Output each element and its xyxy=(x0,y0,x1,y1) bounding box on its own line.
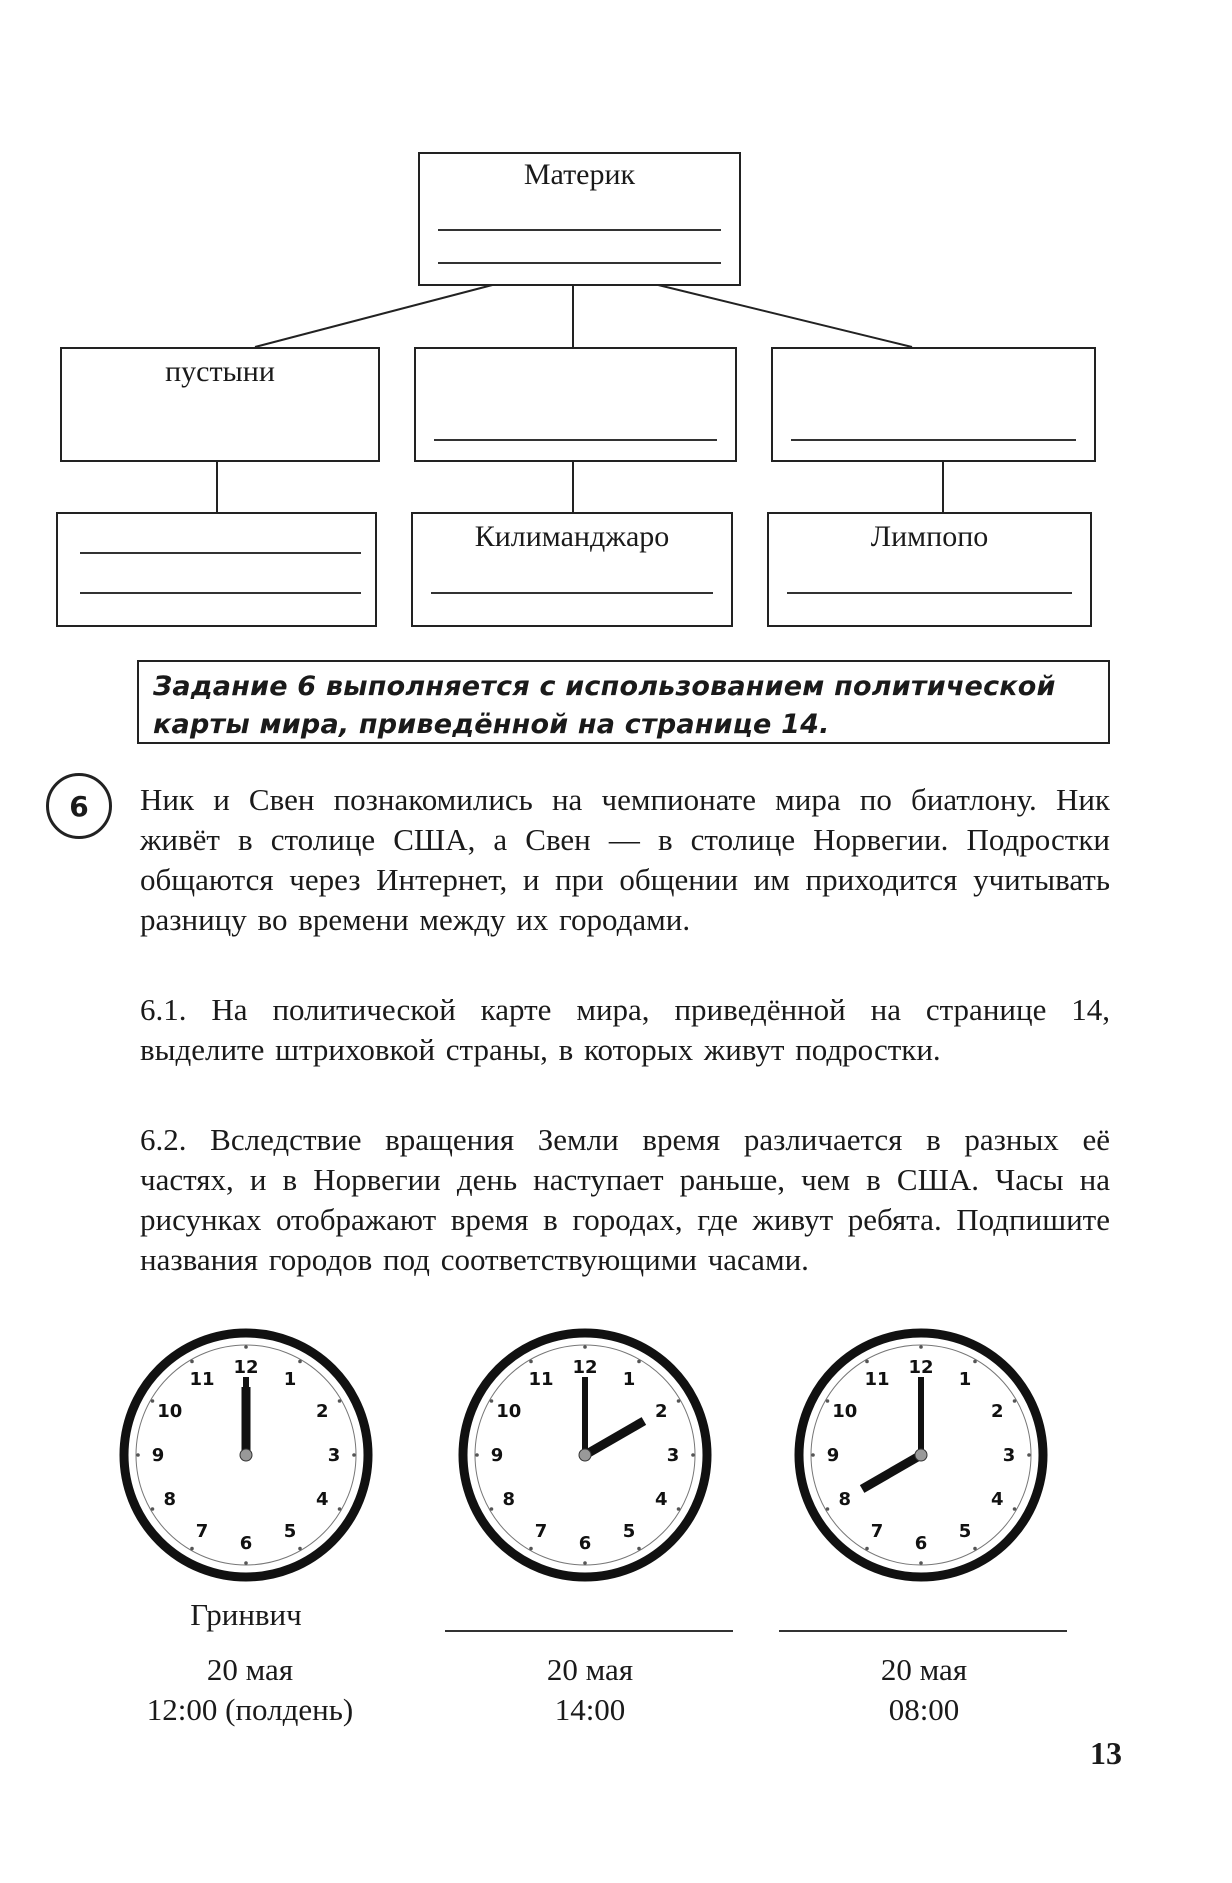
hour-tick xyxy=(865,1360,869,1364)
hour-tick xyxy=(352,1453,356,1457)
question-6-1: 6.1. На политической карте мира, приведённой на странице 14, выделите штриховкой страны, в которых живут подростки. xyxy=(140,992,1110,1067)
clock-2-date: 20 мая xyxy=(546,1652,634,1687)
root-box xyxy=(418,152,741,286)
root-label: Материк xyxy=(523,158,636,191)
hour-tick xyxy=(826,1399,830,1403)
dial-number: 10 xyxy=(157,1401,183,1422)
clock-1 xyxy=(118,1327,374,1583)
dial-number: 12 xyxy=(908,1357,934,1378)
hour-tick xyxy=(529,1360,533,1364)
dial-number: 3 xyxy=(1002,1445,1016,1466)
dial-number: 1 xyxy=(622,1368,636,1390)
hour-tick xyxy=(244,1561,248,1565)
dial-number: 4 xyxy=(654,1489,668,1510)
dial-number: 11 xyxy=(189,1368,215,1390)
hour-tick xyxy=(490,1507,494,1511)
hour-tick xyxy=(583,1561,587,1565)
dial-number: 3 xyxy=(666,1445,680,1466)
dial-number: 11 xyxy=(864,1368,890,1390)
hour-tick xyxy=(973,1547,977,1551)
bottom-box-2 xyxy=(411,512,733,627)
answer-line[interactable] xyxy=(438,229,721,231)
dial-number: 8 xyxy=(163,1489,177,1510)
answer-line[interactable] xyxy=(431,592,713,594)
hour-tick xyxy=(529,1547,533,1551)
answer-line[interactable] xyxy=(434,439,717,441)
hour-tick xyxy=(338,1507,342,1511)
dial-number: 7 xyxy=(534,1521,548,1543)
middle-box-2 xyxy=(414,347,737,462)
task-number xyxy=(46,773,112,839)
bottom-box-3 xyxy=(767,512,1092,627)
dial-number: 12 xyxy=(572,1357,598,1378)
dial-number: 1 xyxy=(958,1368,972,1390)
hour-tick xyxy=(338,1399,342,1403)
hour-tick xyxy=(637,1547,641,1551)
hour-tick xyxy=(151,1507,155,1511)
hour-tick xyxy=(811,1453,815,1457)
dial-number: 9 xyxy=(490,1445,504,1466)
dial-number: 5 xyxy=(958,1521,972,1543)
hour-tick xyxy=(190,1547,194,1551)
answer-line[interactable] xyxy=(438,262,721,264)
answer-line[interactable] xyxy=(787,592,1072,594)
dial-number: 9 xyxy=(826,1445,840,1466)
bottom-label-2: Килиманджаро xyxy=(474,520,670,553)
hour-tick xyxy=(865,1547,869,1551)
dial-number: 11 xyxy=(528,1368,554,1390)
hour-tick xyxy=(151,1399,155,1403)
clock-pivot xyxy=(915,1449,927,1461)
task-intro: Ник и Свен познакомились на чемпионате мира по биатлону. Ник живёт в столице США, а Свен — в столице Норвегии. Подростки общаются через Интернет, и при общении им приходится учитывать разницу во времени между их городами. xyxy=(140,782,1110,937)
dial-number: 9 xyxy=(151,1445,165,1466)
bottom-box-1 xyxy=(56,512,377,627)
hour-tick xyxy=(490,1399,494,1403)
dial-number: 5 xyxy=(283,1521,297,1543)
hour-tick xyxy=(475,1453,479,1457)
hour-tick xyxy=(637,1360,641,1364)
hour-tick xyxy=(1013,1399,1017,1403)
hour-tick xyxy=(298,1547,302,1551)
clock-3 xyxy=(793,1327,1049,1583)
question-6-2: 6.2. Вследствие вращения Земли время различается в разных её частях, и в Норвегии день наступает раньше, чем в США. Часы на рисунках отображают время в городах, где живут ребята. Подпишите названия городов под соответствующими часами. xyxy=(140,1122,1110,1277)
hour-tick xyxy=(973,1360,977,1364)
clock-2 xyxy=(457,1327,713,1583)
dial-number: 5 xyxy=(622,1521,636,1543)
hour-tick xyxy=(136,1453,140,1457)
dial-number: 8 xyxy=(502,1489,516,1510)
instruction-note: Задание 6 выполняется с использованием политической карты мира, приведённой на странице 14. xyxy=(137,660,1110,744)
dial-number: 6 xyxy=(239,1533,253,1554)
dial-number: 6 xyxy=(578,1533,592,1554)
dial-number: 7 xyxy=(195,1521,209,1543)
page-number: 13 xyxy=(1090,1735,1122,1771)
clock-2-time: 14:00 xyxy=(554,1692,626,1727)
hour-tick xyxy=(298,1360,302,1364)
dial-number: 8 xyxy=(838,1489,852,1510)
middle-box-3 xyxy=(771,347,1096,462)
clock-pivot xyxy=(240,1449,252,1461)
hour-tick xyxy=(919,1561,923,1565)
dial-number: 2 xyxy=(654,1401,668,1422)
bottom-label-3: Лимпопо xyxy=(870,520,989,553)
clock-3-date: 20 мая xyxy=(880,1652,968,1687)
answer-line[interactable] xyxy=(791,439,1076,441)
clock-1-time: 12:00 (полдень) xyxy=(146,1692,354,1727)
middle-box-1 xyxy=(60,347,380,462)
dial-number: 6 xyxy=(914,1533,928,1554)
clock-pivot xyxy=(579,1449,591,1461)
dial-number: 4 xyxy=(990,1489,1004,1510)
hour-tick xyxy=(677,1399,681,1403)
clock-1-city: Гринвич xyxy=(190,1597,302,1632)
hour-tick xyxy=(190,1360,194,1364)
hour-tick xyxy=(1027,1453,1031,1457)
clock-3-city-line[interactable] xyxy=(779,1630,1067,1632)
hour-tick xyxy=(583,1345,587,1349)
dial-number: 4 xyxy=(315,1489,329,1510)
hour-tick xyxy=(826,1507,830,1511)
clock-2-city-line[interactable] xyxy=(445,1630,733,1632)
clock-3-time: 08:00 xyxy=(888,1692,960,1727)
hour-tick xyxy=(919,1345,923,1349)
answer-line[interactable] xyxy=(80,552,361,554)
dial-number: 2 xyxy=(990,1401,1004,1422)
dial-number: 1 xyxy=(283,1368,297,1390)
dial-number: 3 xyxy=(327,1445,341,1466)
hour-tick xyxy=(677,1507,681,1511)
hour-tick xyxy=(691,1453,695,1457)
dial-number: 10 xyxy=(832,1401,858,1422)
dial-number: 7 xyxy=(870,1521,884,1543)
task-number-text: 6 xyxy=(69,789,89,823)
dial-number: 12 xyxy=(233,1357,259,1378)
middle-label-1: пустыни xyxy=(165,355,275,388)
dial-number: 10 xyxy=(496,1401,522,1422)
answer-line[interactable] xyxy=(80,592,361,594)
dial-number: 2 xyxy=(315,1401,329,1422)
hour-tick xyxy=(1013,1507,1017,1511)
hour-tick xyxy=(244,1345,248,1349)
clock-1-date: 20 мая xyxy=(206,1652,294,1687)
